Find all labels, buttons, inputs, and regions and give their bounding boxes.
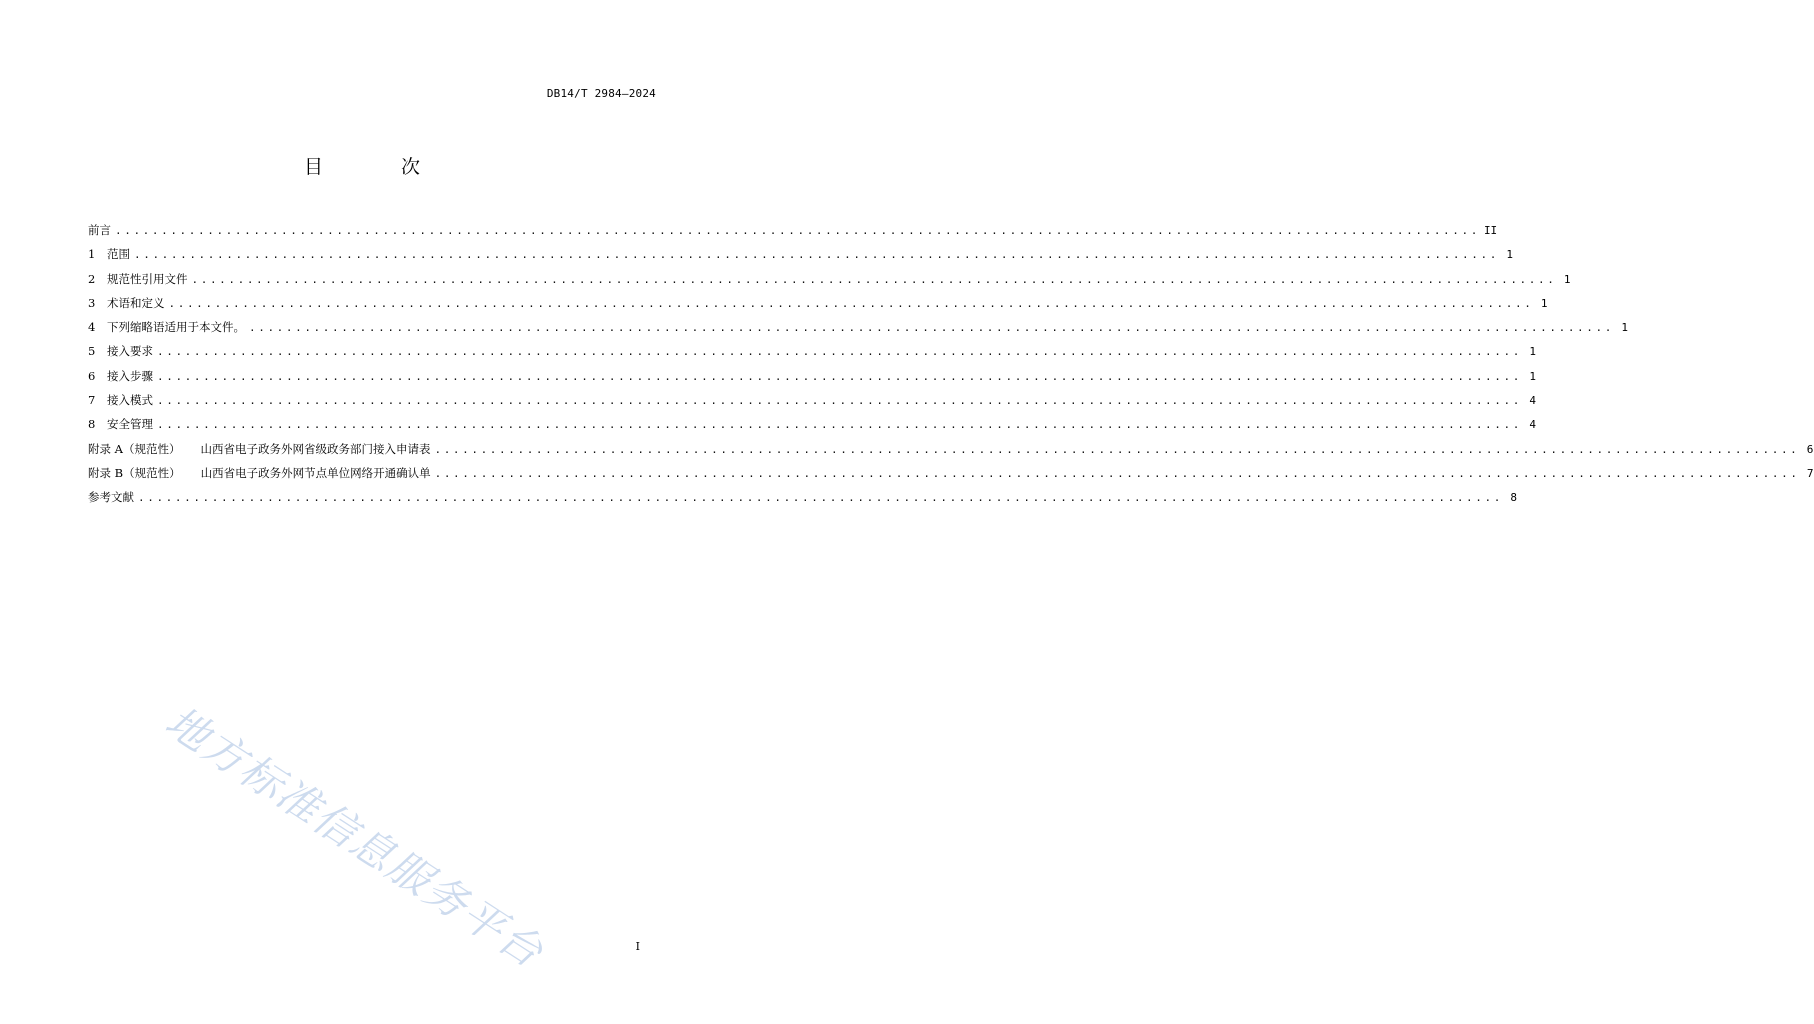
toc-leader-dots: .................................................................................................................................................... (157, 418, 1522, 432)
toc-entry-2[interactable] (88, 267, 1571, 291)
toc-entry-label: 安全管理 (107, 417, 153, 432)
toc-leader-dots: .................................................................................................................................................... (168, 296, 1534, 310)
toc-leader-dots: .................................................................................................................................................... (157, 369, 1522, 383)
toc-entry-label: 参考文献 (88, 490, 134, 505)
toc-entry-number: 7 (88, 393, 96, 408)
toc-entry-appendix-b[interactable] (88, 461, 1814, 485)
page-title: 目 次 (303, 156, 457, 178)
toc-leader-dots: .................................................................................................................................................... (434, 466, 1800, 480)
toc-entry-page: 1 (1621, 321, 1628, 335)
toc-entry-page: 7 (1806, 466, 1814, 480)
toc-entry-number: 4 (88, 320, 96, 335)
toc-entry-page: 4 (1529, 394, 1536, 408)
toc-entry-number: 5 (88, 344, 96, 359)
toc-leader-dots: .................................................................................................................................................... (138, 491, 1503, 505)
toc-entry-number: 3 (88, 295, 96, 310)
toc-entry-3[interactable] (88, 291, 1548, 315)
toc-entry-appendix-a[interactable] (88, 437, 1814, 461)
toc-entry-4[interactable] (88, 315, 1628, 339)
toc-entry-page: 1 (1540, 296, 1548, 310)
toc-entry-page: 1 (1506, 248, 1513, 262)
toc-entry-number: 2 (88, 271, 96, 286)
toc-entry-label: 接入要求 (107, 344, 153, 359)
toc-entry-number: 6 (88, 368, 96, 383)
toc-leader-dots: .................................................................................................................................................... (191, 272, 1557, 286)
toc-entry-label: 山西省电子政务外网省级政务部门接入申请表 (200, 441, 431, 456)
toc-entry-page: 6 (1806, 442, 1814, 456)
toc-entry-7[interactable] (88, 388, 1536, 412)
toc-leader-dots: .................................................................................................................................................... (157, 394, 1522, 408)
toc-entry-label: 山西省电子政务外网节点单位网络开通确认单 (200, 465, 431, 480)
toc-entry-number: 8 (88, 417, 96, 432)
page-number: I (635, 940, 640, 953)
toc-entry-foreword[interactable] (88, 218, 1498, 242)
toc-entry-page: 8 (1510, 491, 1517, 505)
toc-leader-dots: .................................................................................................................................................... (434, 442, 1800, 456)
toc-entry-label: 下列缩略语适用于本文件。 (107, 320, 245, 335)
toc-entry-8[interactable] (88, 412, 1536, 436)
toc-entry-page: 1 (1563, 272, 1571, 286)
toc-entry-label: 接入步骤 (107, 368, 153, 383)
toc-leader-dots: .................................................................................................................................................... (249, 321, 1614, 335)
toc-entry-page: 1 (1529, 369, 1536, 383)
toc-entry-1[interactable] (88, 242, 1513, 266)
table-of-contents (88, 218, 1814, 510)
toc-entry-6[interactable] (88, 364, 1536, 388)
toc-entry-number: 1 (88, 247, 96, 262)
toc-entry-5[interactable] (88, 339, 1536, 363)
toc-leader-dots: .................................................................................................................................................... (134, 248, 1499, 262)
toc-entry-label: 前言 (88, 223, 111, 237)
toc-entry-page: II (1483, 224, 1498, 237)
toc-leader-dots: .................................................................................................................................................... (157, 345, 1522, 359)
toc-appendix-heading: 附录 A（规范性） (88, 441, 181, 456)
toc-entry-label: 术语和定义 (107, 295, 165, 310)
watermark: 地方标准信息服务平台 (156, 696, 553, 978)
toc-entry-label: 接入模式 (107, 393, 153, 408)
toc-appendix-heading: 附录 B（规范性） (88, 465, 181, 480)
toc-entry-page: 1 (1529, 345, 1536, 359)
toc-entry-label: 规范性引用文件 (107, 271, 188, 286)
toc-entry-label: 范围 (107, 247, 130, 262)
toc-entry-references[interactable] (88, 485, 1517, 509)
toc-leader-dots: .................................................................................................................................................... (115, 224, 1480, 237)
standard-code: DB14/T 2984—2024 (546, 87, 656, 100)
toc-entry-page: 4 (1529, 418, 1536, 432)
